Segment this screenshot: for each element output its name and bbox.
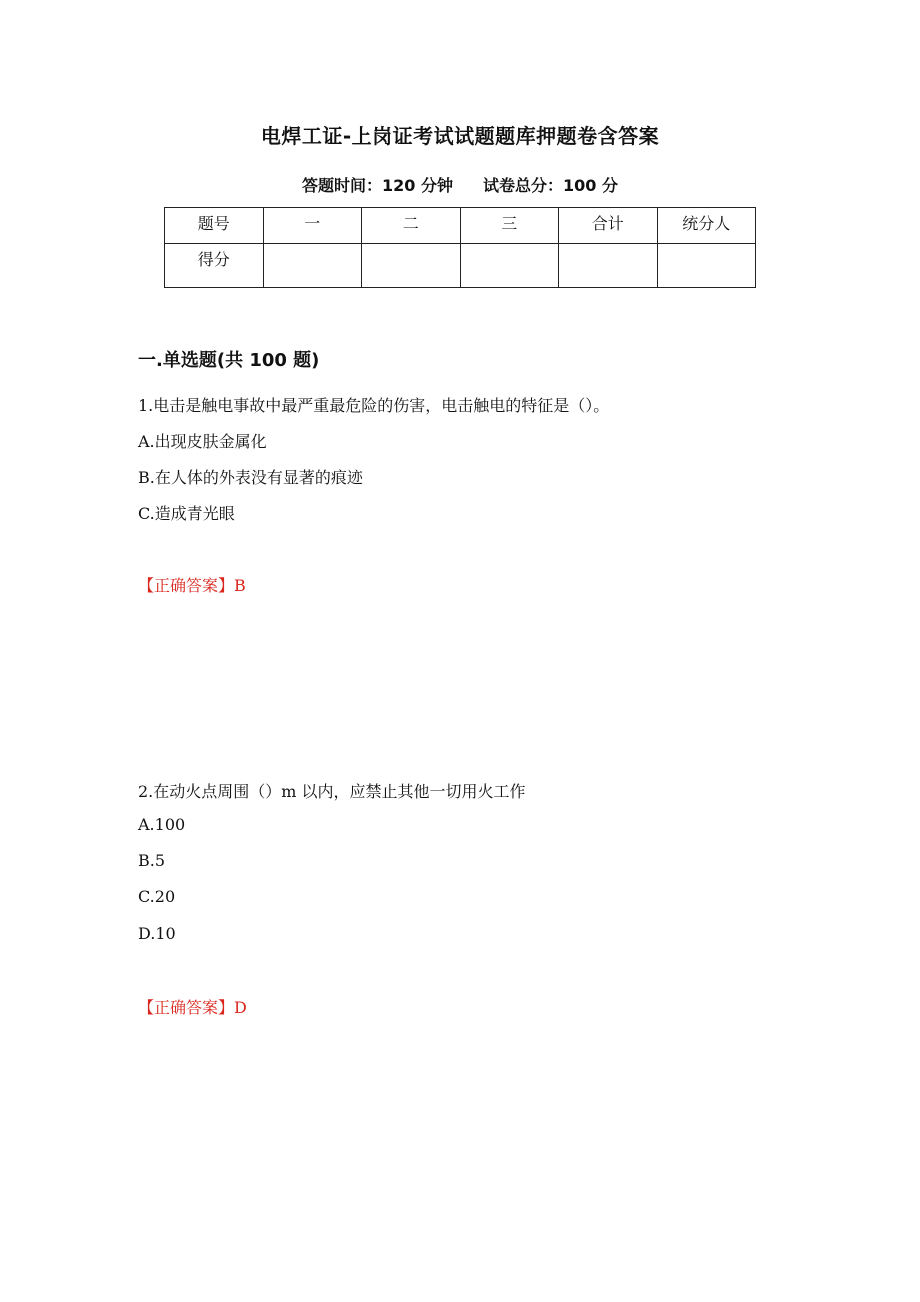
score-cell [263,244,362,288]
exam-info [0,173,920,196]
question-2-option-c: C.20 [138,887,176,906]
question-2-option-b: B.5 [138,851,166,870]
score-header-cell: 二 [362,208,461,244]
question-2-text: 2.在动火点周围（）m 以内，应禁止其他一切用火工作 [138,782,526,801]
section-title: 一.单选题(共 100 题) [138,350,320,371]
score-cell [657,244,756,288]
score-header-cell: 题号 [165,208,264,244]
question-1-text: 1.电击是触电事故中最严重最危险的伤害，电击触电的特征是（）。 [138,396,610,415]
question-1-option-b: B.在人体的外表没有显著的痕迹 [138,468,363,487]
document-title: 电焊工证-上岗证考试试题题库押题卷含答案 [260,124,660,148]
score-table-header-row [165,208,756,244]
score-table-score-row [165,244,756,288]
exam-total-score: 试卷总分：100 分 [483,176,618,195]
score-header-cell: 合计 [559,208,658,244]
question-2-option-d: D.10 [138,924,176,943]
score-header-cell: 统分人 [657,208,756,244]
score-cell [362,244,461,288]
exam-time: 答题时间：120 分钟 [302,176,453,195]
score-header-cell: 三 [460,208,559,244]
score-row-label: 得分 [165,244,264,288]
question-2-answer: 【正确答案】D [138,998,247,1017]
score-table [164,207,756,288]
question-1-option-a: A.出现皮肤金属化 [138,432,267,451]
score-cell [559,244,658,288]
question-1-answer: 【正确答案】B [138,576,246,595]
question-1-option-c: C.造成青光眼 [138,504,235,523]
score-cell [460,244,559,288]
question-2-option-a: A.100 [138,815,186,834]
score-header-cell: 一 [263,208,362,244]
